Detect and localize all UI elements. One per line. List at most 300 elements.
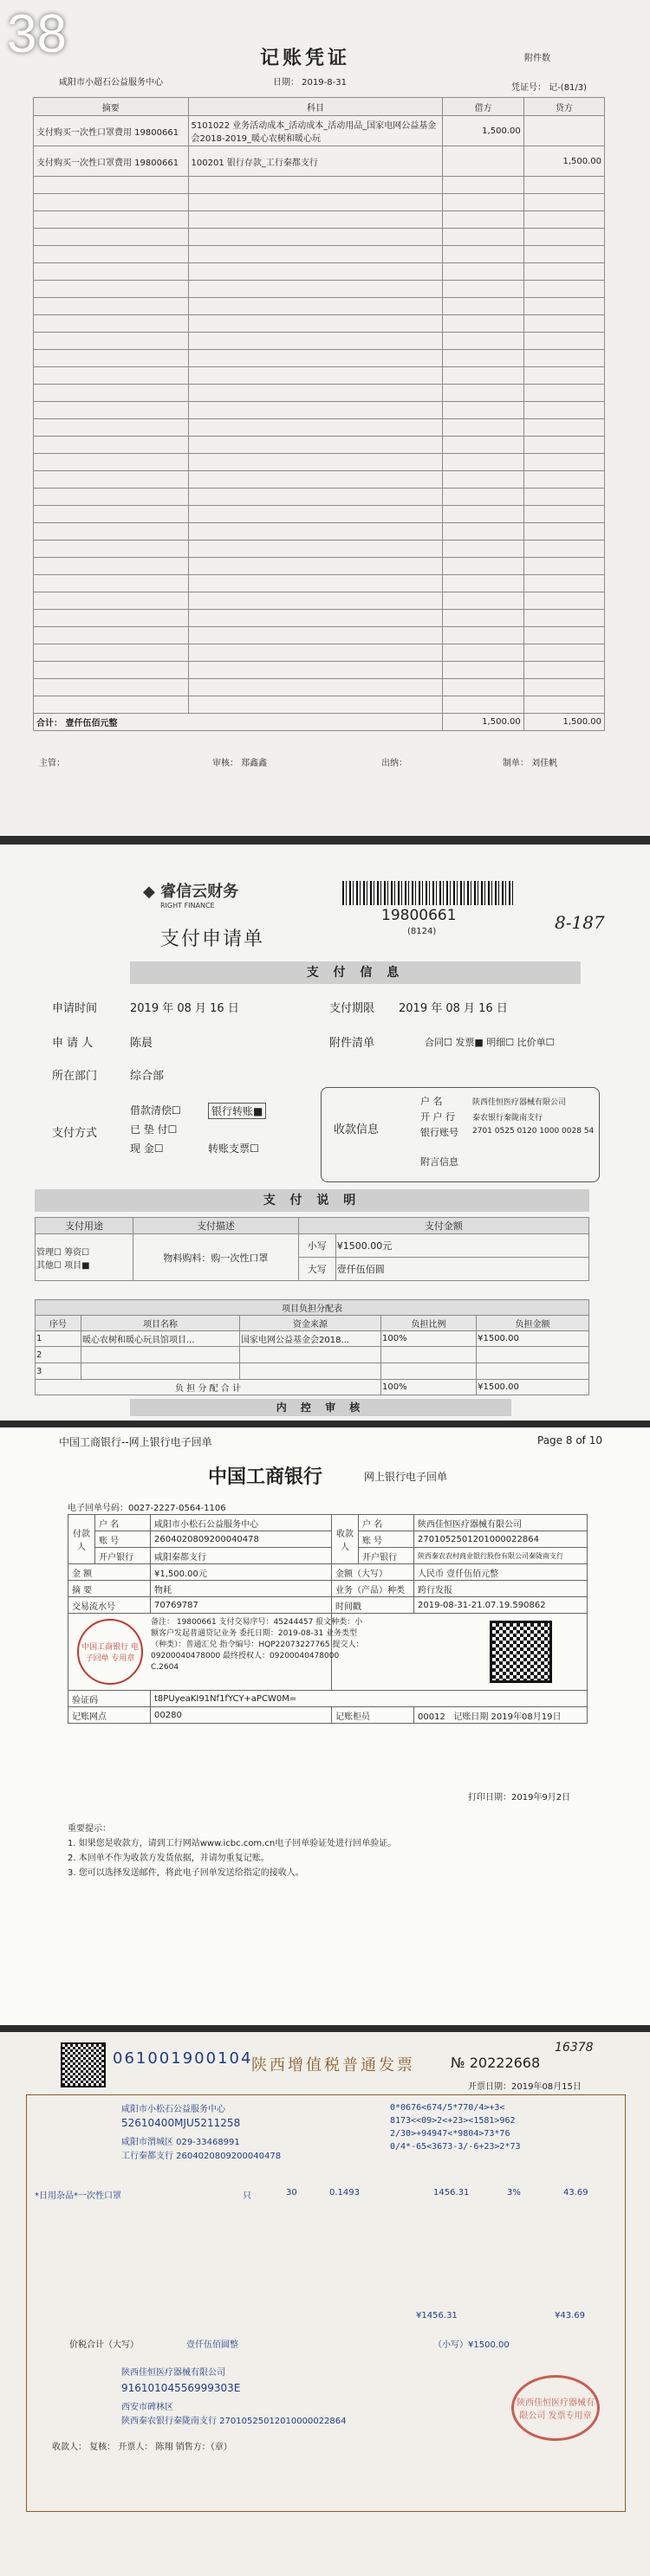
empty-cell xyxy=(188,315,443,333)
voucher-table xyxy=(33,97,605,731)
page-badge: 38 xyxy=(7,4,67,64)
barcode-sub: (8124) xyxy=(407,927,437,936)
empty-row xyxy=(34,575,605,592)
empty-cell xyxy=(443,350,523,367)
invoice-title: 陕西增值税普通发票 xyxy=(251,2056,415,2074)
empty-cell xyxy=(443,402,523,419)
col-account: 科目 xyxy=(188,98,443,116)
empty-row xyxy=(34,437,605,454)
empty-cell xyxy=(188,229,443,246)
notice-title: 重要提示： xyxy=(68,1824,111,1834)
voucher-org: 咸阳市小超石公益服务中心 xyxy=(59,78,163,87)
sec-pay-desc: 支 付 说 明 xyxy=(35,1189,589,1212)
empty-cell xyxy=(523,558,604,575)
payee-name-label: 户 名 xyxy=(420,1096,443,1107)
empty-cell xyxy=(34,367,189,385)
empty-cell xyxy=(34,644,189,662)
empty-cell xyxy=(188,454,443,471)
empty-row xyxy=(34,194,605,211)
empty-cell xyxy=(34,419,189,437)
row-summary: 支付购买一次性口罩费用 19800661 xyxy=(34,116,189,146)
footer-manager: 主管： xyxy=(39,759,65,768)
amount-big-label: 金额（大写） xyxy=(332,1564,414,1581)
alloc-source: 国家电网公益基金会2018... xyxy=(240,1331,381,1347)
alloc-amount: ¥1500.00 xyxy=(477,1331,589,1347)
seller-name: 陕西佳恒医疗器械有限公司 xyxy=(121,2368,225,2378)
empty-cell xyxy=(188,350,443,367)
empty-cell xyxy=(34,558,189,575)
table-row xyxy=(36,1331,589,1347)
empty-row xyxy=(34,385,605,402)
empty-row xyxy=(34,454,605,471)
empty-cell xyxy=(523,350,604,367)
payer-bank: 咸阳秦都支行 xyxy=(151,1548,332,1564)
alloc-total-ratio: 100% xyxy=(381,1380,477,1395)
alloc-total-amount: ¥1500.00 xyxy=(477,1380,589,1395)
small-label: 小写 xyxy=(298,1234,335,1258)
row-credit xyxy=(523,116,604,146)
voucher-no: 凭证号： 记-(81/3) xyxy=(511,83,588,93)
invoice-page xyxy=(0,2032,650,2576)
empty-row xyxy=(34,644,605,662)
empty-cell xyxy=(523,696,604,714)
seller-stamp: 陕西佳恒医疗器械有限公司 发票专用章 xyxy=(511,2375,600,2441)
empty-cell xyxy=(188,246,443,263)
voucher-date: 日期： 2019-8-31 xyxy=(273,78,347,87)
empty-row xyxy=(34,489,605,506)
empty-cell xyxy=(443,281,523,298)
empty-cell xyxy=(34,506,189,523)
empty-cell xyxy=(188,506,443,523)
payer-acct: 2604020809200040478 xyxy=(151,1531,332,1548)
empty-cell xyxy=(523,644,604,662)
empty-cell xyxy=(443,194,523,211)
empty-row xyxy=(34,315,605,333)
empty-cell xyxy=(443,437,523,454)
payee-label: 收款信息 xyxy=(334,1123,380,1136)
payee-acct-label: 银行账号 xyxy=(420,1127,458,1138)
total-tax: ¥43.69 xyxy=(555,2311,585,2320)
empty-cell xyxy=(523,367,604,385)
voucher-title: 记账凭证 xyxy=(260,47,351,69)
row-debit xyxy=(443,146,523,177)
empty-cell xyxy=(523,506,604,523)
payee-label: 收款人 xyxy=(332,1515,359,1564)
brand-icon: ◆ xyxy=(143,883,155,901)
buyer-addr: 咸阳市渭城区 029-33468991 xyxy=(121,2138,240,2147)
dept-label: 所在部门 xyxy=(52,1070,98,1083)
receipt-subtitle: 网上银行电子回单 xyxy=(364,1471,448,1483)
empty-cell xyxy=(188,644,443,662)
empty-row xyxy=(34,540,605,558)
alloc-name: 暖心农树和暖心玩具馆项目... xyxy=(81,1331,240,1347)
empty-cell xyxy=(523,610,604,627)
empty-cell xyxy=(188,627,443,644)
notice-item: 1. 如果您是收款方，请到工行网站www.icbc.com.cn电子回单验证处进行回单验证。 xyxy=(68,1839,397,1848)
brand-en: RIGHT FINANCE xyxy=(160,902,215,909)
empty-row xyxy=(34,211,605,229)
verify-label: 验证码 xyxy=(68,1691,151,1707)
table-row xyxy=(36,1363,589,1380)
alloc-col: 资金来源 xyxy=(240,1316,381,1331)
payee-bank: 陕西秦农农村商业银行股份有限公司秦陇南支行 xyxy=(414,1548,588,1564)
buyer-bank: 工行秦都支行 2604020809200040478 xyxy=(121,2152,282,2161)
total-amount: ¥1456.31 xyxy=(416,2311,458,2320)
empty-cell xyxy=(34,627,189,644)
qr-code-icon xyxy=(490,1621,552,1683)
empty-cell xyxy=(188,194,443,211)
empty-cell xyxy=(443,627,523,644)
pay-method-label: 支付方式 xyxy=(52,1127,98,1140)
empty-cell xyxy=(34,402,189,419)
empty-cell xyxy=(443,454,523,471)
applicant-label: 申 请 人 xyxy=(52,1037,94,1050)
empty-cell xyxy=(188,333,443,350)
empty-cell xyxy=(523,298,604,315)
handwritten-note: 8-187 xyxy=(555,912,605,933)
empty-row xyxy=(34,506,605,523)
empty-cell xyxy=(523,592,604,610)
empty-cell xyxy=(523,402,604,419)
empty-cell xyxy=(188,575,443,592)
biz-label: 业务（产品）种类 xyxy=(332,1581,414,1597)
grand-label: 价税合计（大写） xyxy=(69,2340,139,2350)
empty-cell xyxy=(523,177,604,194)
empty-cell xyxy=(443,610,523,627)
row-debit: 1,500.00 xyxy=(443,116,523,146)
receipt-page: Page 8 of 10 xyxy=(537,1434,602,1447)
empty-cell xyxy=(443,696,523,714)
table-row xyxy=(34,146,605,177)
receipt-table xyxy=(68,1514,588,1724)
empty-cell xyxy=(188,489,443,506)
pay-method-opt: 借款清偿☐ xyxy=(130,1104,181,1116)
item-qty: 30 xyxy=(286,2188,297,2197)
empty-cell xyxy=(34,679,189,696)
item-name: *日用杂品*一次性口罩 xyxy=(35,2191,121,2201)
footer-cashier: 出纳： xyxy=(381,759,407,768)
empty-cell xyxy=(443,592,523,610)
print-date: 打印日期：2019年9月2日 xyxy=(468,1793,571,1803)
amount-label: 金 额 xyxy=(68,1564,151,1581)
empty-cell xyxy=(443,679,523,696)
empty-cell xyxy=(34,471,189,489)
pay-due-label: 支付期限 xyxy=(329,1002,375,1015)
notice-item: 2. 本回单不作为收款方发货依据，并请勿重复记账。 xyxy=(68,1854,270,1863)
barcode xyxy=(342,881,516,905)
row-account: 100201 银行存款_工行秦都支行 xyxy=(188,146,443,177)
empty-cell xyxy=(188,437,443,454)
record-date: 2019年08月19日 xyxy=(491,1712,562,1722)
col-summary: 摘要 xyxy=(34,98,189,116)
sec-audit: 内 控 审 核 xyxy=(130,1399,511,1416)
alloc-col: 负担金额 xyxy=(477,1316,589,1331)
empty-cell xyxy=(188,177,443,194)
empty-cell xyxy=(188,402,443,419)
seller-tax: 91610104556999303E xyxy=(121,2382,241,2394)
seller-bank: 陕西秦农银行秦陇南支行 27010525012010000022864 xyxy=(121,2417,347,2426)
empty-cell xyxy=(443,229,523,246)
alloc-no: 1 xyxy=(36,1331,81,1347)
alloc-col: 项目名称 xyxy=(81,1316,240,1331)
empty-row xyxy=(34,402,605,419)
empty-rows xyxy=(34,177,605,714)
empty-cell xyxy=(443,298,523,315)
empty-row xyxy=(34,419,605,437)
empty-cell xyxy=(523,315,604,333)
empty-cell xyxy=(188,471,443,489)
desc-label: 支付描述 xyxy=(133,1218,299,1234)
empty-cell xyxy=(34,246,189,263)
pay-method-opt: 银行转账■ xyxy=(208,1103,266,1119)
empty-row xyxy=(34,350,605,367)
stamp-cell xyxy=(68,1614,364,1691)
bank-label: 开户银行 xyxy=(95,1548,151,1564)
empty-row xyxy=(34,281,605,298)
empty-row xyxy=(34,662,605,679)
name-label: 户 名 xyxy=(95,1515,151,1531)
payer-label: 付款人 xyxy=(68,1515,95,1564)
empty-cell xyxy=(188,662,443,679)
desc: 物料购料：购一次性口罩 xyxy=(133,1234,299,1281)
row-account: 5101022 业务活动成本_活动成本_活动用品_国家电网公益基金会2018-2019_暖心农树和暖心玩 xyxy=(188,116,443,146)
seller-addr: 西安市碑林区 xyxy=(121,2403,173,2412)
empty-cell xyxy=(34,298,189,315)
item-tax: 43.69 xyxy=(563,2188,588,2197)
payer-name: 咸阳市小松石公益服务中心 xyxy=(151,1515,332,1531)
txn-no: 70769787 xyxy=(151,1597,332,1614)
empty-cell xyxy=(34,177,189,194)
empty-cell xyxy=(188,592,443,610)
empty-cell xyxy=(34,437,189,454)
empty-cell xyxy=(523,540,604,558)
empty-cell xyxy=(188,610,443,627)
acct-label: 账 号 xyxy=(95,1531,151,1548)
empty-cell xyxy=(34,263,189,281)
empty-cell xyxy=(443,471,523,489)
empty-cell xyxy=(443,385,523,402)
empty-cell xyxy=(188,558,443,575)
empty-cell xyxy=(523,627,604,644)
bank-label: 开户银行 xyxy=(359,1548,414,1564)
table-row xyxy=(34,116,605,146)
payee-bank: 泰农银行秦陇南支行 xyxy=(472,1114,543,1123)
pay-method-opt: 现 金☐ xyxy=(130,1142,164,1155)
empty-cell xyxy=(34,229,189,246)
receipt-no: 电子回单号码：0027-2227-0564-1106 xyxy=(68,1504,226,1513)
brand-logo xyxy=(143,879,238,909)
empty-cell xyxy=(523,419,604,437)
applicant: 陈晨 xyxy=(130,1037,153,1050)
empty-cell xyxy=(523,523,604,540)
attach-label: 附件数 xyxy=(524,54,550,63)
invoice-cipher: 0*0676<674/5*770/4>+3< 8173<<09>2<+23><1581>962 2/30>+94947<*9804>73*76 0/4*-65<3673-3/-6+23>2*73 xyxy=(390,2103,521,2152)
empty-cell xyxy=(443,177,523,194)
empty-cell xyxy=(34,281,189,298)
payee-name: 陕西佳恒医疗器械有限公司 xyxy=(472,1098,567,1107)
qr-cell xyxy=(332,1614,588,1691)
note: 19800661 支付交易序号：45244457 报文种类：小额客户发起普通贷记业务 委托日期：2019-08-31 业务类型（种类）：普通汇兑 指令编号：HQP22073227765 提交人：09200040478000 最终授权人：09200040478000 C.2604 xyxy=(151,1618,364,1672)
pay-due: 2019 年 08 月 16 日 xyxy=(399,1002,508,1015)
bank-stamp: 中国工商银行 电子回单 专用章 xyxy=(77,1619,143,1685)
empty-cell xyxy=(443,575,523,592)
empty-cell xyxy=(523,211,604,229)
attachments-label: 附件清单 xyxy=(329,1037,375,1050)
col-credit: 贷方 xyxy=(523,98,604,116)
empty-row xyxy=(34,610,605,627)
row-summary: 支付购买一次性口罩费用 19800661 xyxy=(34,146,189,177)
note-label: 附言信息 xyxy=(420,1156,458,1168)
purpose: 物耗 xyxy=(151,1581,332,1597)
voucher-page xyxy=(0,0,650,836)
alloc-no: 3 xyxy=(36,1363,81,1380)
invoice-date: 开票日期：2019年08月15日 xyxy=(468,2082,582,2092)
barcode-no: 19800661 xyxy=(381,907,457,924)
alloc-no: 2 xyxy=(36,1347,81,1363)
teller: 00012 xyxy=(418,1712,445,1722)
time: 2019-08-31-21.07.19.590862 xyxy=(414,1597,588,1614)
item-amount: 1456.31 xyxy=(433,2188,470,2197)
notice-item: 3. 您可以选择发送邮件，将此电子回单发送给指定的接收人。 xyxy=(68,1868,304,1878)
voucher-total-debit: 1,500.00 xyxy=(443,714,523,731)
item-rate: 3% xyxy=(507,2188,521,2197)
empty-cell xyxy=(443,506,523,523)
empty-row xyxy=(34,367,605,385)
empty-cell xyxy=(523,194,604,211)
empty-row xyxy=(34,696,605,714)
alloc-col: 负担比例 xyxy=(381,1316,477,1331)
empty-cell xyxy=(34,592,189,610)
empty-cell xyxy=(34,540,189,558)
empty-row xyxy=(34,592,605,610)
empty-row xyxy=(34,679,605,696)
empty-cell xyxy=(443,419,523,437)
empty-row xyxy=(34,246,605,263)
empty-cell xyxy=(34,211,189,229)
empty-cell xyxy=(523,385,604,402)
empty-cell xyxy=(34,575,189,592)
empty-cell xyxy=(188,281,443,298)
verify: t8PUyeaKI91Nf1fYCY+aPCW0M= xyxy=(151,1691,588,1707)
payee-acct: 2701052501201000022864 xyxy=(414,1531,588,1548)
empty-cell xyxy=(34,523,189,540)
empty-cell xyxy=(443,211,523,229)
use-label: 支付用途 xyxy=(36,1218,133,1234)
empty-row xyxy=(34,333,605,350)
time-label: 时间戳 xyxy=(332,1597,414,1614)
empty-cell xyxy=(34,350,189,367)
invoice-handwritten: 16378 xyxy=(555,2041,594,2055)
empty-cell xyxy=(188,523,443,540)
biz: 跨行发报 xyxy=(414,1581,588,1597)
brand-name: 睿信云财务 xyxy=(160,883,239,901)
big-label: 大写 xyxy=(298,1258,335,1281)
footer-reviewer: 审核： 郑鑫鑫 xyxy=(212,759,268,768)
empty-row xyxy=(34,471,605,489)
record-date-label: 记账日期 xyxy=(453,1712,489,1722)
empty-cell xyxy=(443,263,523,281)
use-options: 管理☐ 筹资☐ 其他☐ 项目■ xyxy=(36,1234,133,1281)
apply-time: 2019 年 08 月 16 日 xyxy=(130,1002,239,1015)
empty-cell xyxy=(523,662,604,679)
invoice-qr-icon xyxy=(61,2042,106,2087)
empty-cell xyxy=(188,540,443,558)
empty-cell xyxy=(443,523,523,540)
empty-cell xyxy=(188,367,443,385)
empty-cell xyxy=(188,385,443,402)
row-credit: 1,500.00 xyxy=(523,146,604,177)
invoice-code: 061001900104 xyxy=(113,2049,253,2068)
dept: 综合部 xyxy=(130,1070,165,1083)
receipt-top-title: 中国工商银行--网上银行电子回单 xyxy=(59,1436,212,1448)
empty-cell xyxy=(188,298,443,315)
bank-receipt-page xyxy=(0,1427,650,2025)
empty-cell xyxy=(523,263,604,281)
bank-name: 中国工商银行 xyxy=(208,1466,323,1488)
empty-cell xyxy=(34,489,189,506)
empty-cell xyxy=(443,489,523,506)
voucher-total-label: 合计： 壹仟伍佰元整 xyxy=(34,714,443,731)
footer-maker: 制单： 刘佳帆 xyxy=(503,759,558,768)
sec-pay-info: 支 付 信 息 xyxy=(130,961,581,984)
record-site-label: 记账网点 xyxy=(68,1707,151,1724)
voucher-total-credit: 1,500.00 xyxy=(523,714,604,731)
empty-cell xyxy=(34,333,189,350)
empty-cell xyxy=(523,333,604,350)
empty-row xyxy=(34,558,605,575)
empty-cell xyxy=(523,471,604,489)
payee-name: 陕西佳恒医疗器械有限公司 xyxy=(414,1515,588,1531)
empty-cell xyxy=(523,454,604,471)
empty-cell xyxy=(443,644,523,662)
empty-cell xyxy=(523,437,604,454)
empty-cell xyxy=(443,662,523,679)
col-debit: 借方 xyxy=(443,98,523,116)
teller-label: 记账柜员 xyxy=(332,1707,414,1724)
payreq-title: 支付申请单 xyxy=(160,929,265,950)
empty-cell xyxy=(523,281,604,298)
alloc-table xyxy=(35,1299,589,1395)
pay-method-opt: 转账支票☐ xyxy=(208,1142,259,1155)
empty-cell xyxy=(523,246,604,263)
alloc-ratio: 100% xyxy=(381,1331,477,1347)
empty-cell xyxy=(443,315,523,333)
note-label: 备注： xyxy=(151,1618,175,1627)
apply-time-label: 申请时间 xyxy=(52,1002,98,1015)
item-price: 0.1493 xyxy=(329,2188,360,2197)
name-label: 户 名 xyxy=(359,1515,414,1531)
empty-row xyxy=(34,298,605,315)
empty-cell xyxy=(523,575,604,592)
empty-row xyxy=(34,177,605,194)
empty-cell xyxy=(443,246,523,263)
buyer-tax: 52610400MJU5211258 xyxy=(121,2117,241,2129)
empty-cell xyxy=(188,211,443,229)
small-amount: ¥1500.00元 xyxy=(335,1234,588,1258)
amount-label: 支付金额 xyxy=(298,1218,588,1234)
empty-cell xyxy=(34,610,189,627)
alloc-title: 项目负担分配表 xyxy=(36,1300,589,1316)
item-unit: 只 xyxy=(243,2191,251,2201)
record-site: 00280 xyxy=(151,1707,332,1724)
empty-cell xyxy=(523,489,604,506)
purpose-label: 摘 要 xyxy=(68,1581,151,1597)
empty-cell xyxy=(188,696,443,714)
empty-cell xyxy=(523,229,604,246)
buyer-name: 咸阳市小松石公益服务中心 xyxy=(121,2105,225,2114)
payee-acct: 2701 0525 0120 1000 0028 54 xyxy=(472,1127,595,1136)
alloc-total-label: 负 担 分 配 合 计 xyxy=(36,1380,381,1395)
